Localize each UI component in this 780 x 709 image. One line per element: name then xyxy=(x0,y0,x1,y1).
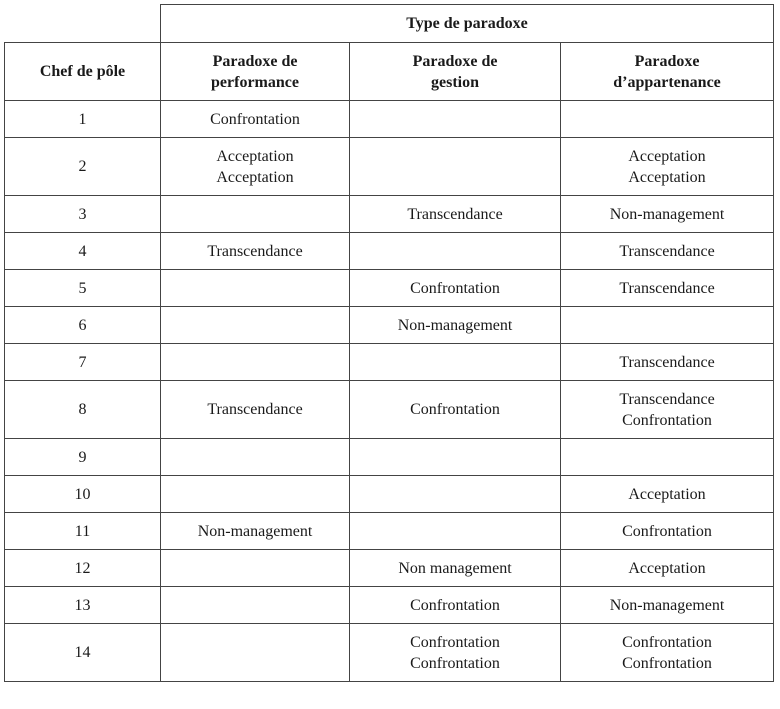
cell-value: Transcendance xyxy=(619,390,715,408)
cell-performance xyxy=(161,270,350,307)
cell-value: Non-management xyxy=(609,596,725,614)
cell-value: Non-management xyxy=(397,316,513,334)
cell-appartenance xyxy=(561,381,774,439)
col-header-gestion: Paradoxe de gestion xyxy=(350,43,561,101)
table-row xyxy=(5,381,774,439)
cell-appartenance xyxy=(561,550,774,587)
cell-value: Transcendance xyxy=(207,242,303,260)
cell-performance xyxy=(161,550,350,587)
table-row xyxy=(5,270,774,307)
cell-value: Acceptation xyxy=(628,168,706,186)
table-row xyxy=(5,439,774,476)
cell-appartenance xyxy=(561,439,774,476)
cell-performance xyxy=(161,196,350,233)
table-row xyxy=(5,587,774,624)
table-row xyxy=(5,101,774,138)
cell-performance xyxy=(161,233,350,270)
cell-chef-id: 13 xyxy=(5,587,161,624)
cell-chef-id: 12 xyxy=(5,550,161,587)
cell-gestion xyxy=(350,587,561,624)
cell-chef-id: 7 xyxy=(5,344,161,381)
cell-appartenance xyxy=(561,101,774,138)
cell-performance xyxy=(161,439,350,476)
table-row xyxy=(5,476,774,513)
cell-gestion xyxy=(350,233,561,270)
cell-chef-id: 9 xyxy=(5,439,161,476)
col-header-performance: Paradoxe de performance xyxy=(161,43,350,101)
cell-gestion xyxy=(350,439,561,476)
cell-performance xyxy=(161,513,350,550)
cell-value: Acceptation xyxy=(628,559,706,577)
cell-value: Confrontation xyxy=(410,596,500,614)
cell-chef-id: 11 xyxy=(5,513,161,550)
paradox-table xyxy=(4,4,774,682)
cell-value: Acceptation xyxy=(216,168,294,186)
cell-value: Transcendance xyxy=(619,279,715,297)
group-header: Type de paradoxe xyxy=(161,5,774,43)
table-row xyxy=(5,624,774,682)
cell-gestion xyxy=(350,344,561,381)
cell-value: Confrontation xyxy=(622,522,712,540)
cell-gestion xyxy=(350,624,561,682)
cell-value: Transcendance xyxy=(207,401,303,418)
table-row xyxy=(5,233,774,270)
table-row xyxy=(5,196,774,233)
cell-appartenance xyxy=(561,513,774,550)
cell-appartenance xyxy=(561,476,774,513)
cell-value: Transcendance xyxy=(407,205,503,223)
cell-value: Acceptation xyxy=(628,485,706,503)
cell-performance xyxy=(161,307,350,344)
cell-chef-id: 5 xyxy=(5,270,161,307)
cell-performance xyxy=(161,344,350,381)
cell-performance xyxy=(161,476,350,513)
cell-chef-id: 4 xyxy=(5,233,161,270)
table-row xyxy=(5,138,774,196)
header-corner xyxy=(5,5,161,43)
cell-gestion xyxy=(350,138,561,196)
cell-value: Confrontation xyxy=(410,654,500,672)
cell-value: Confrontation xyxy=(622,411,712,429)
table-row xyxy=(5,550,774,587)
table-row xyxy=(5,513,774,550)
cell-performance xyxy=(161,138,350,196)
cell-chef-id: 8 xyxy=(5,381,161,439)
cell-chef-id: 6 xyxy=(5,307,161,344)
cell-value: Confrontation xyxy=(410,279,500,297)
cell-gestion xyxy=(350,196,561,233)
cell-value: Non-management xyxy=(197,522,313,540)
cell-chef-id: 1 xyxy=(5,101,161,138)
cell-appartenance xyxy=(561,344,774,381)
cell-value: Confrontation xyxy=(410,633,500,651)
cell-value: Non-management xyxy=(609,205,725,223)
cell-gestion xyxy=(350,513,561,550)
cell-performance xyxy=(161,101,350,138)
cell-gestion xyxy=(350,381,561,439)
cell-gestion xyxy=(350,307,561,344)
cell-gestion xyxy=(350,270,561,307)
table-row xyxy=(5,307,774,344)
cell-appartenance xyxy=(561,624,774,682)
cell-value: Confrontation xyxy=(622,633,712,651)
cell-performance xyxy=(161,624,350,682)
cell-appartenance xyxy=(561,307,774,344)
table-body xyxy=(5,101,774,682)
cell-value: Acceptation xyxy=(628,147,706,165)
cell-appartenance xyxy=(561,196,774,233)
cell-gestion xyxy=(350,550,561,587)
cell-value: Confrontation xyxy=(410,401,500,418)
cell-chef-id: 2 xyxy=(5,138,161,196)
cell-appartenance xyxy=(561,270,774,307)
cell-chef-id: 10 xyxy=(5,476,161,513)
col-header-chef: Chef de pôle xyxy=(5,43,161,101)
cell-value: Acceptation xyxy=(216,147,294,165)
cell-value: Non management xyxy=(398,559,512,577)
cell-chef-id: 14 xyxy=(5,624,161,682)
cell-value: Confrontation xyxy=(210,110,300,128)
cell-value: Transcendance xyxy=(619,242,715,260)
cell-chef-id: 3 xyxy=(5,196,161,233)
cell-value: Transcendance xyxy=(619,353,715,371)
cell-gestion xyxy=(350,101,561,138)
cell-appartenance xyxy=(561,138,774,196)
cell-gestion xyxy=(350,476,561,513)
cell-appartenance xyxy=(561,587,774,624)
col-header-appartenance: Paradoxe d’appartenance xyxy=(561,43,774,101)
table-row xyxy=(5,344,774,381)
cell-performance xyxy=(161,587,350,624)
cell-appartenance xyxy=(561,233,774,270)
cell-value: Confrontation xyxy=(622,654,712,672)
cell-performance xyxy=(161,381,350,439)
